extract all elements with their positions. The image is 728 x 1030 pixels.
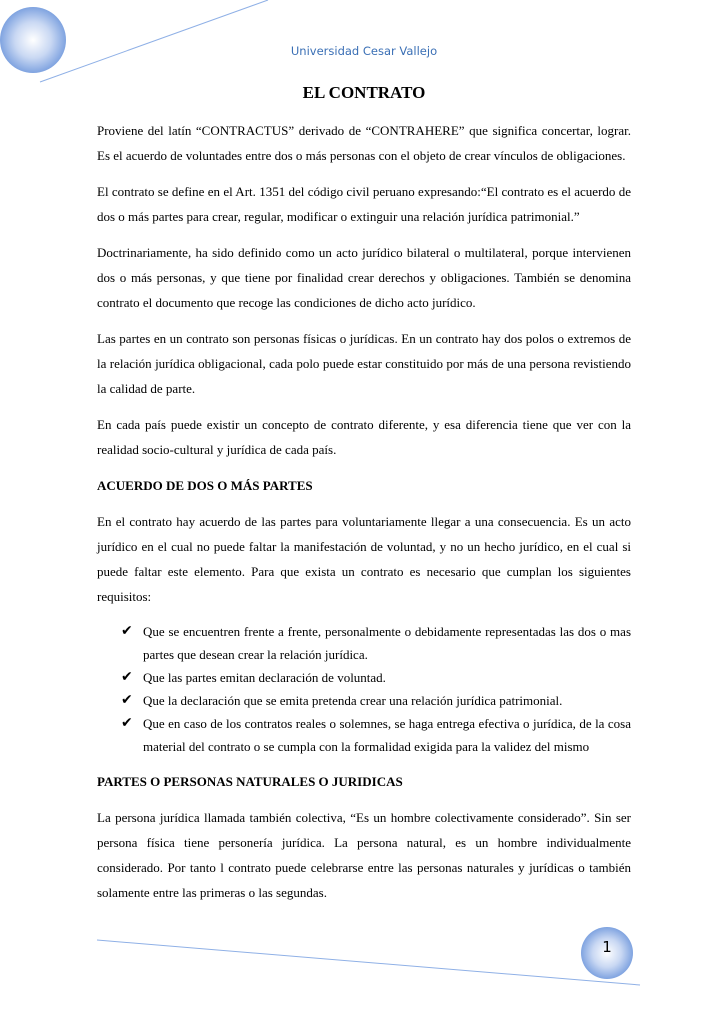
list-item — [97, 689, 631, 712]
list-item — [97, 620, 631, 666]
section-heading: PARTES O PERSONAS NATURALES O JURIDICAS — [97, 774, 403, 789]
list-item — [97, 712, 631, 758]
document-title: EL CONTRATO — [302, 83, 426, 102]
paragraph: En cada país puede existir un concepto de contrato diferente, y esa diferencia tiene que ver con la realidad socio-cultural y jurídica de cada país. — [97, 417, 631, 457]
list-item-text: Que la declaración que se emita pretenda crear una relación jurídica patrimonial. — [143, 693, 563, 708]
page-number: 1 — [602, 938, 612, 956]
requirements-list — [97, 620, 631, 758]
list-item-text: Que las partes emitan declaración de voluntad. — [143, 670, 386, 685]
checkmark-icon: ✔ — [121, 692, 133, 708]
checkmark-icon: ✔ — [121, 669, 133, 685]
checkmark-icon: ✔ — [121, 715, 133, 731]
footer-line-decoration — [97, 940, 640, 985]
list-item — [97, 666, 631, 689]
paragraph: Doctrinariamente, ha sido definido como un acto jurídico bilateral o multilateral, porque intervienen dos o más personas, y que tiene por finalidad crear derechos y obligaciones. También se denomina contrato el documento que recoge las condiciones de dicho acto jurídico. — [97, 245, 631, 310]
list-item-text: Que en caso de los contratos reales o solemnes, se haga entrega efectiva o jurídica, de la cosa material del contrato o se cumpla con la formalidad exigida para la validez del mismo — [143, 716, 631, 754]
section-heading: ACUERDO DE DOS O MÁS PARTES — [97, 478, 313, 493]
paragraph: Las partes en un contrato son personas físicas o jurídicas. En un contrato hay dos polos o extremos de la relación jurídica obligacional, cada polo puede estar constituido por más de una persona revistiendo la calidad de parte. — [97, 331, 631, 396]
document-body — [97, 118, 631, 916]
header-circle-decoration — [0, 7, 66, 73]
page-header: Universidad Cesar Vallejo — [290, 44, 438, 58]
paragraph: En el contrato hay acuerdo de las partes para voluntariamente llegar a una consecuencia. Es un acto jurídico en el cual no puede faltar la manifestación de voluntad, y no un hecho jurídico, en el cual si puede faltar este elemento. Para que exista un contrato es necesario que cumplan los siguientes requisitos: — [97, 514, 631, 604]
paragraph: La persona jurídica llamada también colectiva, “Es un hombre colectivamente considerado”. Sin ser persona física tiene personería jurídica. La persona natural, es un hombre individualmente considerado. Por tanto l contrato puede celebrarse entre las personas naturales y jurídicas o también solamente entre las primeras o las segundas. — [97, 810, 631, 900]
list-item-text: Que se encuentren frente a frente, personalmente o debidamente representadas las dos o mas partes que desean crear la relación jurídica. — [143, 624, 631, 662]
paragraph: Proviene del latín “CONTRACTUS” derivado de “CONTRAHERE” que significa concertar, lograr. Es el acuerdo de voluntades entre dos o más personas con el objeto de crear vínculos de obligaciones. — [97, 123, 631, 163]
header-line-decoration — [40, 0, 268, 82]
checkmark-icon: ✔ — [121, 623, 133, 639]
paragraph: El contrato se define en el Art. 1351 del código civil peruano expresando:“El contrato es el acuerdo de dos o más partes para crear, regular, modificar o extinguir una relación jurídica patrimonial.” — [97, 184, 631, 224]
